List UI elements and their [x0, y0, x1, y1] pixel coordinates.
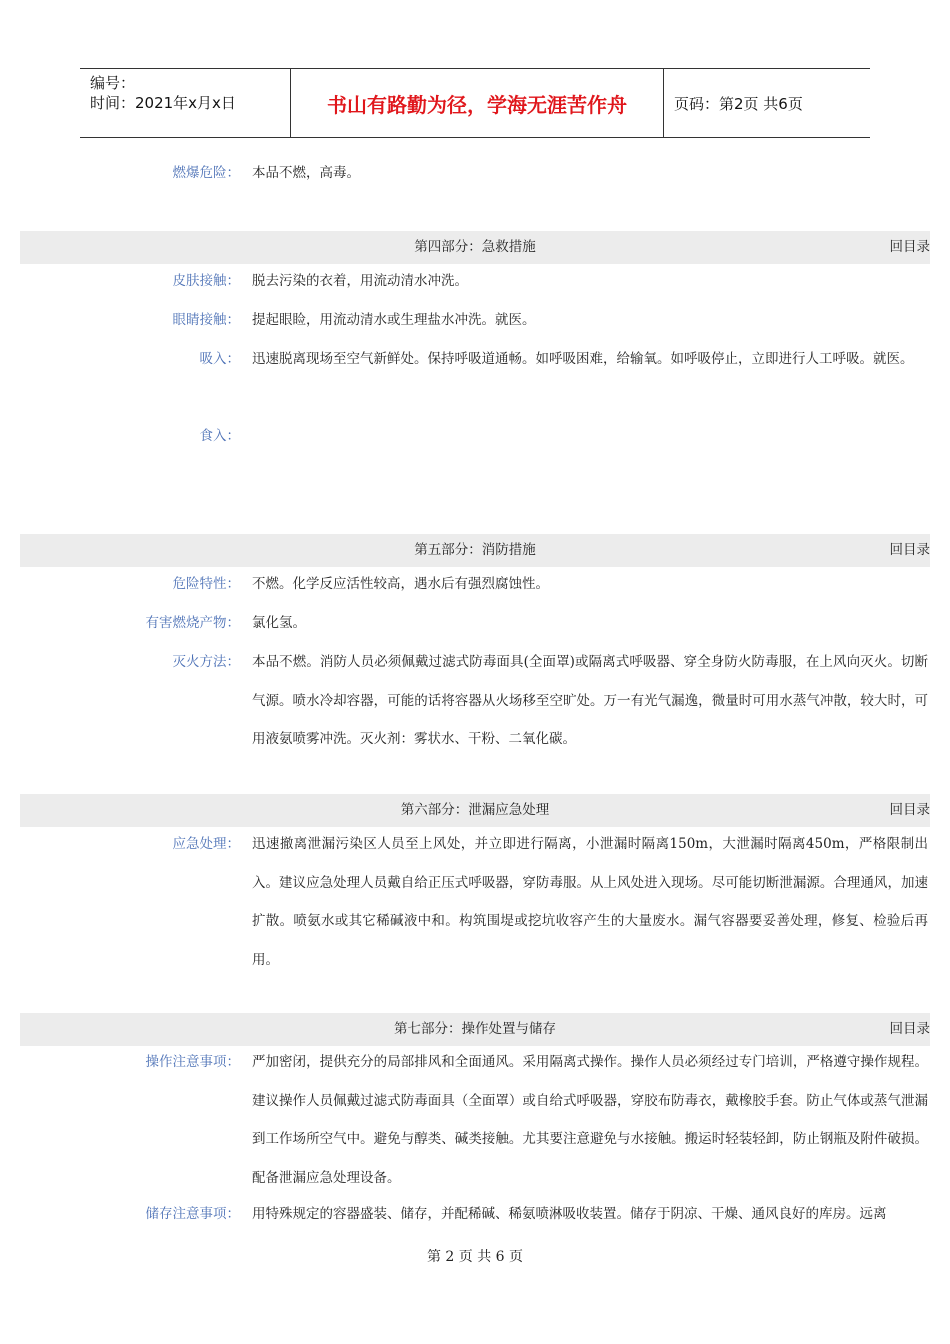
header-motto: 书山有路勤为径，学海无涯苦作舟 — [290, 69, 664, 137]
field-row — [0, 1043, 950, 1197]
section-header-6 — [20, 794, 930, 827]
field-row — [0, 417, 950, 456]
field-value: 本品不燃，高毒。 — [252, 165, 360, 181]
field-label: 应急处理： — [172, 836, 240, 852]
field-value: 不燃。化学反应活性较高，遇水后有强烈腐蚀性。 — [252, 576, 549, 592]
field-value: 本品不燃。消防人员必须佩戴过滤式防毒面具(全面罩)或隔离式呼吸器、穿全身防火防毒服，在上风向灭火。切断气源。喷水冷却容器，可能的话将容器从火场移至空旷处。万一有光气漏逸，微量时可用水蒸气冲散，较大时，可用液氨喷雾冲洗。灭火剂：雾状水、干粉、二氧化碳。 — [252, 654, 928, 747]
section-title: 第五部分：消防措施 — [414, 542, 536, 558]
page-header — [80, 68, 870, 138]
field-row — [0, 262, 950, 301]
field-label: 食入： — [199, 428, 240, 444]
field-row — [0, 604, 950, 643]
field-row — [0, 643, 950, 759]
field-row — [0, 301, 950, 340]
field-label: 灭火方法： — [172, 654, 240, 670]
field-value — [252, 417, 928, 456]
field-label: 吸入： — [199, 351, 240, 367]
document-number: 编号： — [90, 74, 136, 92]
field-row — [0, 340, 950, 379]
section-title: 第七部分：操作处置与储存 — [394, 1021, 556, 1037]
back-to-toc-link[interactable]: 回目录 — [889, 1021, 930, 1037]
field-value: 提起眼睑，用流动清水或生理盐水冲洗。就医。 — [252, 312, 536, 328]
field-value: 用特殊规定的容器盛装、储存，并配稀碱、稀氨喷淋吸收装置。储存于阴凉、干燥、通风良好的库房。远离 — [252, 1206, 887, 1222]
field-label: 燃爆危险： — [172, 165, 240, 181]
field-value: 迅速脱离现场至空气新鲜处。保持呼吸道通畅。如呼吸困难，给输氧。如呼吸停止，立即进行人工呼吸。就医。 — [252, 351, 914, 367]
header-meta — [80, 69, 290, 137]
field-row — [0, 154, 950, 193]
field-row — [0, 1195, 950, 1235]
field-value: 脱去污染的衣着，用流动清水冲洗。 — [252, 273, 468, 289]
section-header-7 — [20, 1013, 930, 1046]
field-row — [0, 565, 950, 604]
page-footer: 第 2 页 共 6 页 — [426, 1249, 524, 1265]
header-page-info: 页码：第2页 共6页 — [674, 94, 803, 113]
field-label: 眼睛接触： — [172, 312, 240, 328]
field-label: 危险特性： — [172, 576, 240, 592]
back-to-toc-link[interactable]: 回目录 — [889, 542, 930, 558]
field-label: 有害燃烧产物： — [145, 615, 240, 631]
back-to-toc-link[interactable]: 回目录 — [889, 802, 930, 818]
field-label: 操作注意事项： — [145, 1054, 240, 1070]
section-header-4 — [20, 231, 930, 264]
field-value: 严加密闭，提供充分的局部排风和全面通风。采用隔离式操作。操作人员必须经过专门培训，严格遵守操作规程。建议操作人员佩戴过滤式防毒面具（全面罩）或自给式呼吸器，穿胶布防毒衣，戴橡胶手套。防止气体或蒸气泄漏到工作场所空气中。避免与醇类、碱类接触。尤其要注意避免与水接触。搬运时轻装轻卸，防止钢瓶及附件破损。配备泄漏应急处理设备。 — [252, 1054, 928, 1186]
section-title: 第四部分：急救措施 — [414, 239, 536, 255]
field-row — [0, 825, 950, 979]
field-label: 皮肤接触： — [172, 273, 240, 289]
field-value: 迅速撤离泄漏污染区人员至上风处，并立即进行隔离，小泄漏时隔离150m，大泄漏时隔离450m，严格限制出入。建议应急处理人员戴自给正压式呼吸器，穿防毒服。从上风处进入现场。尽可能切断泄漏源。合理通风，加速扩散。喷氨水或其它稀碱液中和。构筑围堤或挖坑收容产生的大量废水。漏气容器要妥善处理，修复、检验后再用。 — [252, 836, 928, 968]
section-title: 第六部分：泄漏应急处理 — [400, 802, 550, 818]
field-label: 储存注意事项： — [145, 1206, 240, 1222]
document-time: 时间：2021年x月x日 — [90, 94, 236, 112]
back-to-toc-link[interactable]: 回目录 — [889, 239, 930, 255]
section-header-5 — [20, 534, 930, 567]
field-value: 氯化氢。 — [252, 615, 306, 631]
